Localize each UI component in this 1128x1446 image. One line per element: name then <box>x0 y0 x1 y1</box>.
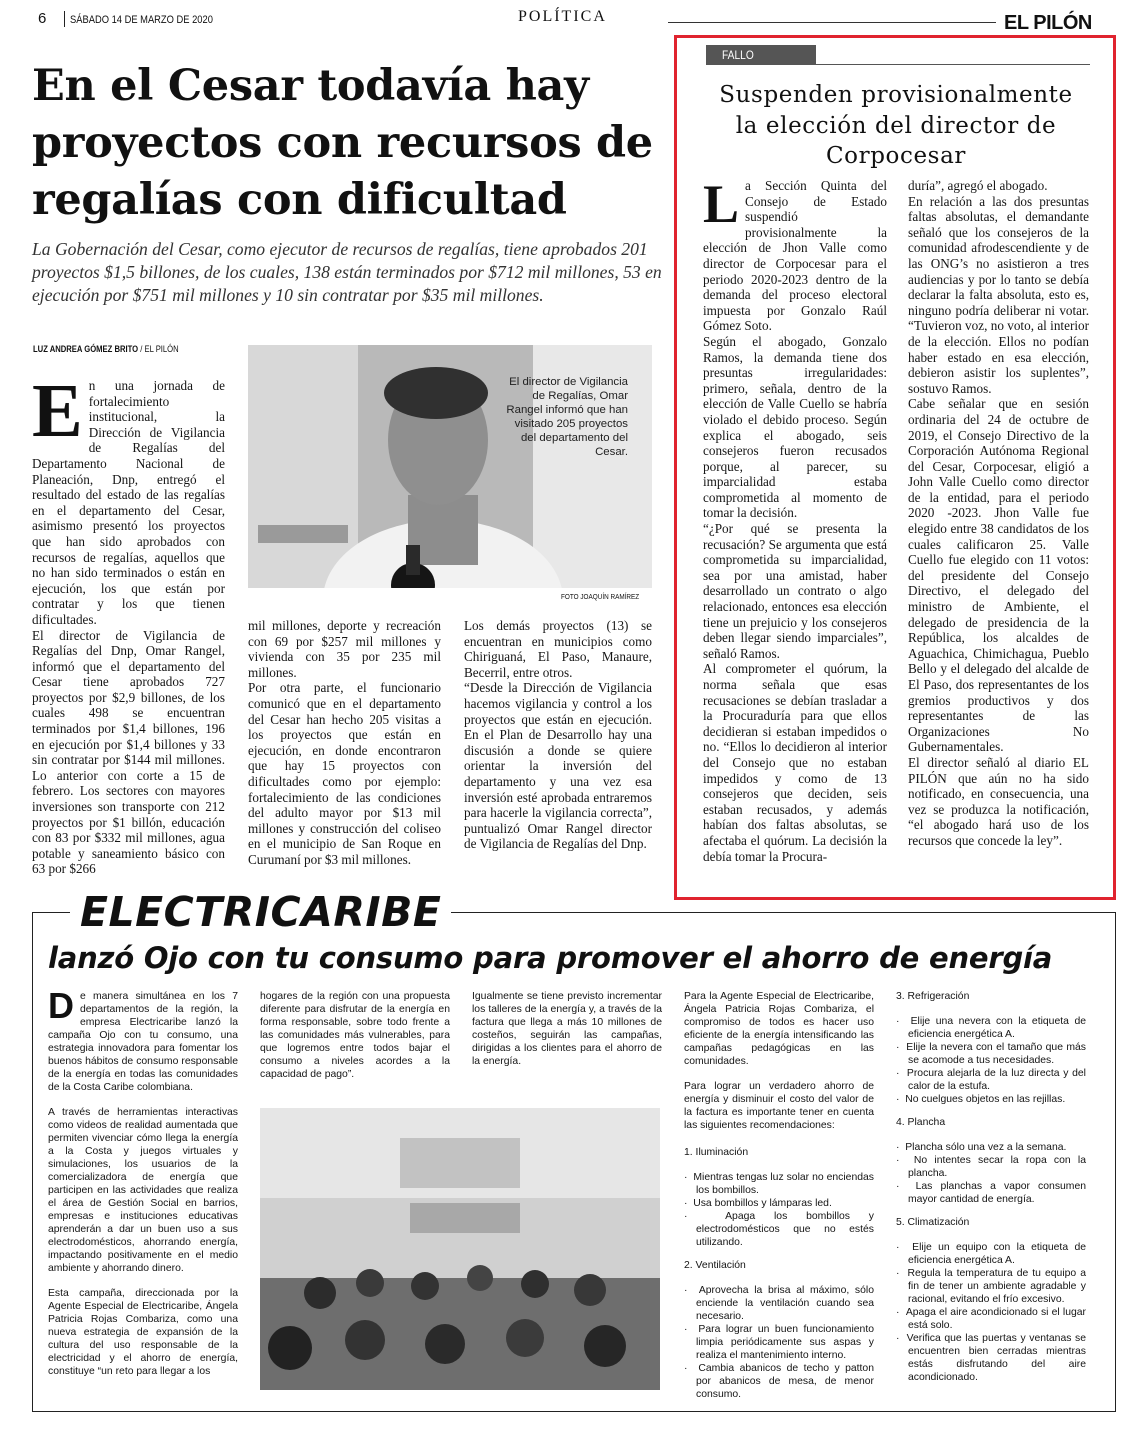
advertorial-column-5 <box>896 990 1086 1394</box>
sidebar-paragraph: Cabe señalar que en sesión ordinaria del 24 de octubre de 2019, el Consejo Directivo de la Corporación Autónoma Regional del Cesar, Corpocesar, eligió a John Valle Cuello como director de la entidad, para el periodo 2020 -2023. Jhon Valle fue elegido entre 38 candidatos de los cuales calificaron 25. Valle Cuello fue elegido con 11 votos: del presidente del Consejo Directivo, el delegado del ministro de Ambiente, el delegado de presidencia de la República, los alcaldes de Aguachica, Chimichagua, Pueblo Bello y el delegado del alcalde de El Paso, dos representantes de los gremios productivos y dos representantes de las Organizaciones No Gubernamentales. <box>908 396 1089 755</box>
tip-heading: 5. Climatización <box>896 1217 970 1228</box>
page-number: 6 <box>38 10 47 27</box>
byline-source: / EL PILÓN <box>138 344 179 354</box>
tip-group-refrigeracion <box>896 990 1086 1106</box>
tip-item: · Apaga el aire acondicionado si el lugar está solo. <box>896 1307 1087 1331</box>
advertorial-brand: ELECTRICARIBE <box>70 888 451 936</box>
tip-item: · Aprovecha la brisa al máximo, sólo enciende la ventilación cuando sea necesario. <box>684 1285 874 1322</box>
tip-heading: 4. Plancha <box>896 1117 946 1128</box>
event-photo-illustration <box>260 1108 660 1390</box>
article-lead: La Gobernación del Cesar, como ejecutor de recursos de regalías, tiene aprobados 201 proyectos $1,5 billones, de los cuales, 138 están terminados por $712 mil millones, 53 en ejecución por $751 mil millones y 10 sin contratar por $35 mil millones. <box>32 239 662 305</box>
article-paragraph: “Desde la Dirección de Vigilancia hacemos vigilancia y control a los proyectos que están en ejecución. En el Plan de Desarrollo hay una discusión a donde se quiere orientar la inversión del departamento y una vez esa inversión esté aprobada entraremos para hacerle la vigilancia correcta”, puntualizó Omar Rangel director de Vigilancia de Regalías del Dnp. <box>464 680 652 852</box>
tip-heading: 1. Iluminación <box>684 1147 749 1158</box>
article-column-2 <box>248 618 441 868</box>
tip-heading: 3. Refrigeración <box>896 991 970 1002</box>
tip-item: · Para lograr un buen funcionamiento limpia periódicamente sus aspas y realiza el mantenimiento interno. <box>684 1324 874 1361</box>
advertorial-paragraph: Igualmente se tiene previsto incrementar los talleres de la energía y, a través de la factura que llega a más 10 millones de costeños, seguirán las campañas, dirigidas a los clientes para el ahorro de la energía. <box>472 991 662 1067</box>
header-date: SÁBADO 14 DE MARZO DE 2020 <box>70 14 213 26</box>
advertorial-column-2 <box>260 990 450 1093</box>
byline <box>33 344 179 354</box>
sidebar-paragraph: “¿Por qué se presenta la recusación? Se argumenta que está comprometida su imparcialidad, sea por una amistad, haber desarrollado un contrato o algo relacionado, entonces esa elección tiene un prejuicio y los consejeros deben llegar siendo imparciales”, señaló Ramos. <box>703 521 887 661</box>
tip-item: · Plancha sólo una vez a la semana. <box>896 1142 1067 1153</box>
tag-rule <box>816 64 1090 65</box>
sidebar-headline: Suspenden provisionalmente la elección del director de Corpocesar <box>719 82 1073 169</box>
header-rule <box>668 22 996 23</box>
sidebar-paragraph: a Sección Quinta del Consejo de Estado suspendió provisionalmente la elección de Jhon Valle como director de Corpocesar para el periodo 2020-2023 dentro de la demanda del proceso electoral impuesta por Gonzalo Raúl Gómez Soto. <box>703 178 887 334</box>
advertorial-paragraph: Para lograr un verdadero ahorro de energía y disminuir el costo del valor de la factura es importante tener en cuenta las siguientes recomendaciones: <box>684 1081 874 1131</box>
advertorial-paragraph: Para la Agente Especial de Electricaribe, Ángela Patricia Rojas Combariza, el compromiso de todos es hacer uso eficiente de la energía intensificando las campañas pedagógicas en las comunidades. <box>684 991 874 1067</box>
advertorial-paragraph: e manera simultánea en los 7 departamentos de la región, la empresa Electricaribe lanzó la campaña Ojo con tu consumo, una estrategia innovadora para fomentar los buenos hábitos de consumo responsable de la energía en todas las comunidades de la Costa Caribe colombiana. <box>48 991 238 1093</box>
tip-item: · Mientras tengas luz solar no enciendas los bombillos. <box>684 1172 874 1196</box>
sidebar-column-2 <box>908 178 1089 849</box>
drop-cap: L <box>703 174 740 234</box>
article-paragraph: Por otra parte, el funcionario comunicó que en el departamento del Cesar han hecho 205 visitas a los proyectos que están en ejecución, en donde encontraron que hay 15 proyectos con dificultades como por ejemplo: fortalecimiento de las condiciones del adulto mayor por $13 mil millones y construcción del coliseo en el municipio de San Roque en Curumaní por $3 mil millones. <box>248 680 441 867</box>
drop-cap: E <box>32 369 83 453</box>
advertorial-paragraph: A través de herramientas interactivas como videos de realidad aumentada que permiten vivenciar cómo llega la energía a la Costa y juegos virtuales y simulaciones, los usuarios de la comercializadora de energía que participen en las actividades que realiza el área de Gestión Social en barrios, empresas e instituciones educativas aprenderán a dar un buen uso a sus electrodomésticos, ahorrando energía, impactando positivamente en el medio ambiente y ahorrando dinero. <box>48 1107 238 1274</box>
tip-item: · No cuelgues objetos en las rejillas. <box>896 1094 1066 1105</box>
tip-item: · Elije un equipo con la etiqueta de eficiencia energética A. <box>896 1242 1086 1266</box>
section-tag <box>706 45 816 65</box>
photo-caption: El director de Vigilancia de Regalías, Omar Rangel informó que han visitado 205 proyectos del departamento del Cesar. <box>506 376 628 458</box>
article-headline: En el Cesar todavía hay proyectos con recursos de regalías con dificultad <box>32 61 653 225</box>
tip-item: · Las planchas a vapor consumen mayor cantidad de energía. <box>896 1181 1086 1205</box>
advertorial-subtitle: lanzó Ojo con tu consumo para promover el ahorro de energía <box>48 941 1053 975</box>
advertorial-column-4 <box>684 990 874 1411</box>
newspaper-logo: EL PILÓN <box>1004 12 1092 34</box>
sidebar-paragraph: En relación a las dos presuntas faltas absolutas, el demandante señaló que los consejeros de la comunidad afrodescendiente y de las ONG’s no asistieron a tres audiencias y por lo tanto se debía declarar la falta absoluta, esto es, ninguno podría deliberar ni votar. “Tuvieron voz, no voto, al interior de la elección. Ellos no podían haber estado en esa elección, debieron asistir los suplentes”, sostuvo Ramos. <box>908 193 1089 396</box>
article-paragraph: Los demás proyectos (13) se encuentran en municipios como Chiriguaná, El Paso, Manaure, Becerril, entre otros. <box>464 618 652 680</box>
tip-group-plancha <box>896 1116 1086 1206</box>
drop-cap: D <box>48 985 74 1026</box>
sidebar-paragraph: El director señaló al diario EL PILÓN que aún no ha sido notificado, en consecuencia, una vez se produzca la notificación, “el abogado hará uso de los recursos que concede la ley”. <box>908 754 1089 848</box>
tip-item: · Procura alejarla de la luz directa y del calor de la estufa. <box>896 1068 1086 1092</box>
event-photo <box>260 1108 660 1390</box>
header-divider <box>64 11 65 27</box>
tip-item: · Elije una nevera con la etiqueta de eficiencia energética A. <box>896 1016 1087 1040</box>
tip-item: · Regula la temperatura de tu equipo a fin de tener un ambiente agradable y racional, evitando el frío excesivo. <box>896 1268 1087 1305</box>
section-name: POLÍTICA <box>518 8 607 25</box>
advertorial-column-1 <box>48 985 238 1378</box>
tip-item: · No intentes secar la ropa con la plancha. <box>896 1155 1086 1179</box>
article-column-3 <box>464 618 652 852</box>
tip-item: · Cambia abanicos de techo y patton por abanicos de mesa, de menor consumo. <box>684 1363 874 1400</box>
advertorial-column-3 <box>472 990 662 1080</box>
advertorial-paragraph: hogares de la región con una propuesta diferente para disfrutar de la energía en forma responsable, sobre todo frente a las comunidades más vulnerables, para que logremos entre todos bajar el consumo a niveles acordes a la capacidad de pago”. <box>260 991 450 1080</box>
tip-group-iluminacion <box>684 1146 874 1249</box>
article-photo <box>248 345 652 588</box>
article-paragraph: n una jornada de fortalecimiento institucional, la Dirección de Vigilancia de Regalías del Departamento Nacional de Planeación, Dnp, entregó el resultado del estado de las regalías en el departamento del Cesar, asimismo presentó los proyectos que han sido aprobados con recursos de regalías, aquellos que no han sido terminados o están en ejecución, los que están por contratar y los que tienen dificultades. <box>32 378 225 627</box>
advertorial-paragraph: Esta campaña, direccionada por la Agente Especial de Electricaribe, Ángela Patricia Rojas Combariza, como una nueva estrategia de expansión de la cultura del uso responsable de la electricidad y el ahorro de energía, constituye “un reto para llegar a los <box>48 1288 238 1377</box>
article-paragraph: mil millones, deporte y recreación con 69 por $257 mil millones y vivienda con 35 por 235 mil millones. <box>248 618 441 680</box>
sidebar-column-1 <box>703 174 887 864</box>
tip-group-climatizacion <box>896 1216 1086 1384</box>
photo-credit: FOTO JOAQUÍN RAMÍREZ <box>561 592 640 601</box>
tip-item: · Elije la nevera con el tamaño que más se acomode a tus necesidades. <box>896 1042 1087 1066</box>
byline-author: LUZ ANDREA GÓMEZ BRITO <box>33 344 139 354</box>
article-column-1 <box>32 369 225 877</box>
sidebar-paragraph: Según el abogado, Gonzalo Ramos, la demanda tiene dos presuntas irregularidades: primero, señala, dentro de la elección de Valle Cuello se habría violado el debido proceso. Según explica el abogado, seis consejeros fueron recusados porque, al parecer, su imparcialidad estaba comprometida al momento de tomar la decisión. <box>703 333 887 521</box>
section-tag-label: FALLO <box>722 48 754 62</box>
sidebar-article-box <box>674 35 1116 900</box>
tip-group-ventilacion <box>684 1259 874 1401</box>
sidebar-paragraph: Al comprometer el quórum, la norma señala que esas recusaciones se debían trasladar a la Procuraduría para que ellos decidieran si estaban impedidos o no. “Ellos lo decidieron al interior del Consejo que no estaban impedidos y como de 13 consejeros que deciden, seis estaban recusados, y además habían dos faltas absolutas, se afectaba el quórum. La decisión la debía tomar la Procura- <box>703 661 887 864</box>
page-header <box>0 0 1128 34</box>
tip-item: · Usa bombillos y lámparas led. <box>684 1198 832 1209</box>
article-paragraph: El director de Vigilancia de Regalías del Dnp, Omar Rangel, informó que el departamento del Cesar tiene aprobados 727 proyectos por $2,9 billones, de los cuales 498 se encuentran terminados por $1,4 billones, 196 en ejecución por $1,4 billones y 33 sin contratar por $144 mil millones. Lo anterior con corte a 15 de febrero. Los sectores con mayores inversiones son transporte con 212 proyectos por $1 billón, educación con 83 por $332 mil millones, agua potable y saneamiento básico con 63 por $266 <box>32 627 225 877</box>
sidebar-paragraph: duría”, agregó el abogado. <box>908 178 1048 193</box>
tip-item: · Apaga los bombillos y electrodomésticos que no estés utilizando. <box>684 1211 874 1248</box>
tip-item: · Verifica que las puertas y ventanas se encuentren bien cerradas mientras estás disfrutando del aire acondicionado. <box>896 1333 1086 1383</box>
tip-heading: 2. Ventilación <box>684 1260 746 1271</box>
